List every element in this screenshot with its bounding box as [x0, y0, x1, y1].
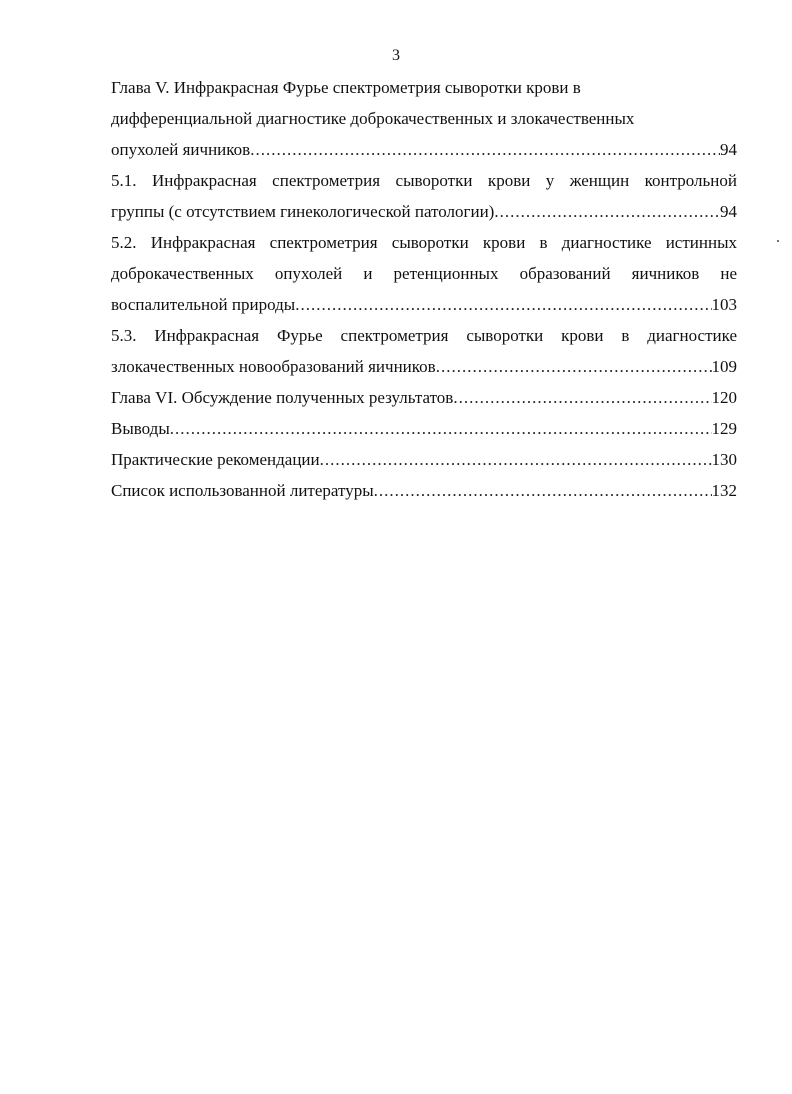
- toc-entry-leader-line: [111, 413, 737, 444]
- toc-entry-line: доброкачественных опухолей и ретенционных образований яичников не: [111, 264, 737, 283]
- toc-entry-page: 120: [711, 388, 737, 407]
- toc-entry-page: 94: [720, 140, 737, 159]
- toc-entry-bibliography[interactable]: [111, 475, 737, 506]
- toc-entry-section-5-2[interactable]: [111, 227, 737, 320]
- toc-entry-page: 109: [711, 357, 737, 376]
- scan-artifact-mark: [777, 240, 779, 242]
- toc-entry-section-5-3[interactable]: [111, 320, 737, 382]
- toc-entry-leader-line: [111, 289, 737, 320]
- toc-entry-page: 103: [711, 295, 737, 314]
- toc-entry-leader-line: [111, 475, 737, 506]
- toc-entry-leader-line: [111, 134, 737, 165]
- toc-entry-conclusions[interactable]: [111, 413, 737, 444]
- toc-entry-chapter-6[interactable]: [111, 382, 737, 413]
- toc-entry-title: Выводы: [111, 419, 170, 438]
- toc-entry-section-5-1[interactable]: [111, 165, 737, 227]
- toc-entry-page: 130: [711, 450, 737, 469]
- toc-entry-page: 94: [720, 202, 737, 221]
- toc-entry-title: Список использованной литературы: [111, 481, 374, 500]
- toc-entry-line: 5.1. Инфракрасная спектрометрия сыворотки крови у женщин контрольной: [111, 171, 737, 190]
- toc-entry-recommendations[interactable]: [111, 444, 737, 475]
- toc-entry-leader-line: [111, 382, 737, 413]
- dot-leader: [494, 196, 720, 227]
- page-number: 3: [392, 47, 400, 64]
- dot-leader: [436, 351, 712, 382]
- dot-leader: [250, 134, 720, 165]
- toc-entry-line: Глава V. Инфракрасная Фурье спектрометрия сыворотки крови в: [111, 78, 581, 97]
- toc-entry-leader-line: [111, 351, 737, 382]
- table-of-contents: [111, 72, 737, 506]
- toc-entry-line: 5.2. Инфракрасная спектрометрия сыворотки крови в диагностике истинных: [111, 233, 737, 252]
- dot-leader: [374, 475, 712, 506]
- toc-entry-line: дифференциальной диагностике доброкачественных и злокачественных: [111, 109, 635, 128]
- toc-entry-page: 129: [711, 419, 737, 438]
- toc-entry-title-end: опухолей яичников: [111, 140, 251, 159]
- dot-leader: [453, 382, 711, 413]
- toc-entry-title-end: злокачественных новообразований яичников: [111, 357, 436, 376]
- toc-entry-title: Глава VI. Обсуждение полученных результатов: [111, 388, 454, 407]
- dot-leader: [320, 444, 712, 475]
- toc-entry-line: 5.3. Инфракрасная Фурье спектрометрия сыворотки крови в диагностике: [111, 326, 737, 345]
- toc-entry-chapter-5[interactable]: [111, 72, 737, 165]
- toc-entry-leader-line: [111, 444, 737, 475]
- toc-entry-title-end: группы (с отсутствием гинекологической патологии): [111, 202, 495, 221]
- toc-entry-title: Практические рекомендации: [111, 450, 320, 469]
- dot-leader: [170, 413, 712, 444]
- dot-leader: [295, 289, 711, 320]
- toc-entry-title-end: воспалительной природы: [111, 295, 296, 314]
- toc-entry-page: 132: [711, 481, 737, 500]
- toc-entry-leader-line: [111, 196, 737, 227]
